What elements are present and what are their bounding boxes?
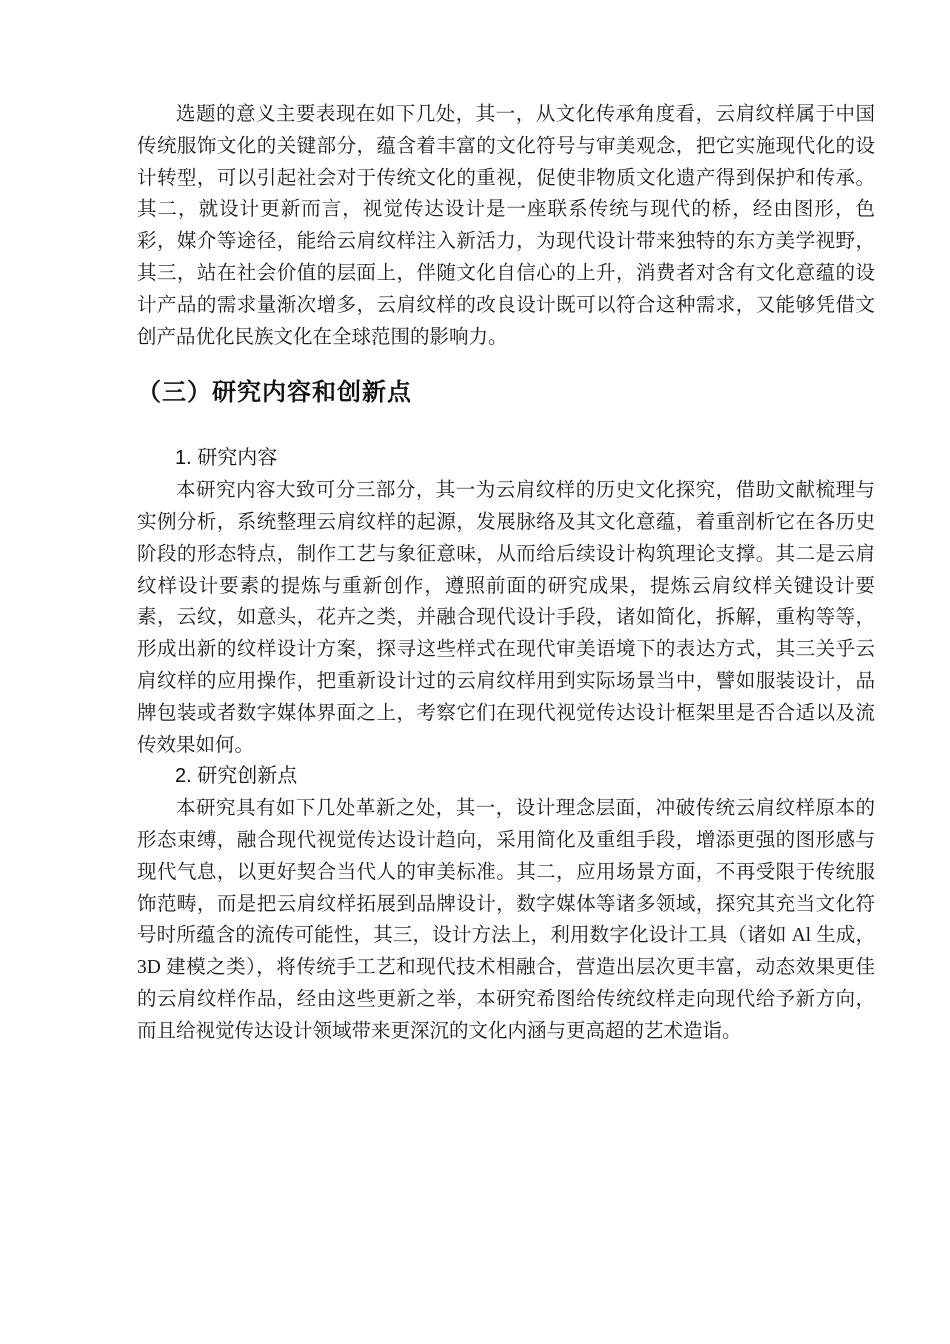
subsection-1-heading: 1. 研究内容 <box>175 447 278 470</box>
section-heading: （三）研究内容和创新点 <box>137 379 412 407</box>
subsection-2-heading: 2. 研究创新点 <box>175 765 298 788</box>
intro-paragraph: 选题的意义主要表现在如下几处，其一，从文化传承角度看，云肩纹样属于中国传统服饰文化的关键部分，蕴含着丰富的文化符号与审美观念，把它实施现代化的设计转型，可以引起社会对于传统文化的重视，促使非物质文化遗产得到保护和传承。其二，就设计更新而言，视觉传达设计是一座联系传统与现代的桥，经由图形，色彩，媒介等途径，能给云肩纹样注入新活力，为现代设计带来独特的东方美学视野，其三，站在社会价值的层面上，伴随文化自信心的上升，消费者对含有文化意蕴的设计产品的需求量渐次增多，云肩纹样的改良设计既可以符合这种需求，又能够凭借文创产品优化民族文化在全球范围的影响力。 <box>137 104 875 348</box>
subsection-2-paragraph: 本研究具有如下几处革新之处，其一，设计理念层面，冲破传统云肩纹样原本的形态束缚，融合现代视觉传达设计趋向，采用简化及重组手段，增添更强的图形感与现代气息，以更好契合当代人的审美标准。其二，应用场景方面，不再受限于传统服饰范畴，而是把云肩纹样拓展到品牌设计，数字媒体等诸多领域，探究其充当文化符号时所蕴含的流传可能性，其三，设计方法上，利用数字化设计工具（诸如 Al 生成，3D 建模之类），将传统手工艺和现代技术相融合，营造出层次更丰富，动态效果更佳的云肩纹样作品，经由这些更新之举，本研究希图给传统纹样走向现代给予新方向，而且给视觉传达设计领域带来更深沉的文化内涵与更高超的艺术造诣。 <box>137 798 875 1042</box>
subsection-1-paragraph: 本研究内容大致可分三部分，其一为云肩纹样的历史文化探究，借助文献梳理与实例分析，系统整理云肩纹样的起源，发展脉络及其文化意蕴，着重剖析它在各历史阶段的形态特点，制作工艺与象征意味，从而给后续设计构筑理论支撑。其二是云肩纹样设计要素的提炼与重新创作，遵照前面的研究成果，提炼云肩纹样关键设计要素，云纹，如意头，花卉之类，并融合现代设计手段，诸如简化，拆解，重构等等，形成出新的纹样设计方案，探寻这些样式在现代审美语境下的表达方式，其三关乎云肩纹样的应用操作，把重新设计过的云肩纹样用到实际场景当中，譬如服装设计，品牌包装或者数字媒体界面之上，考察它们在现代视觉传达设计框架里是否合适以及流传效果如何。 <box>137 480 875 756</box>
